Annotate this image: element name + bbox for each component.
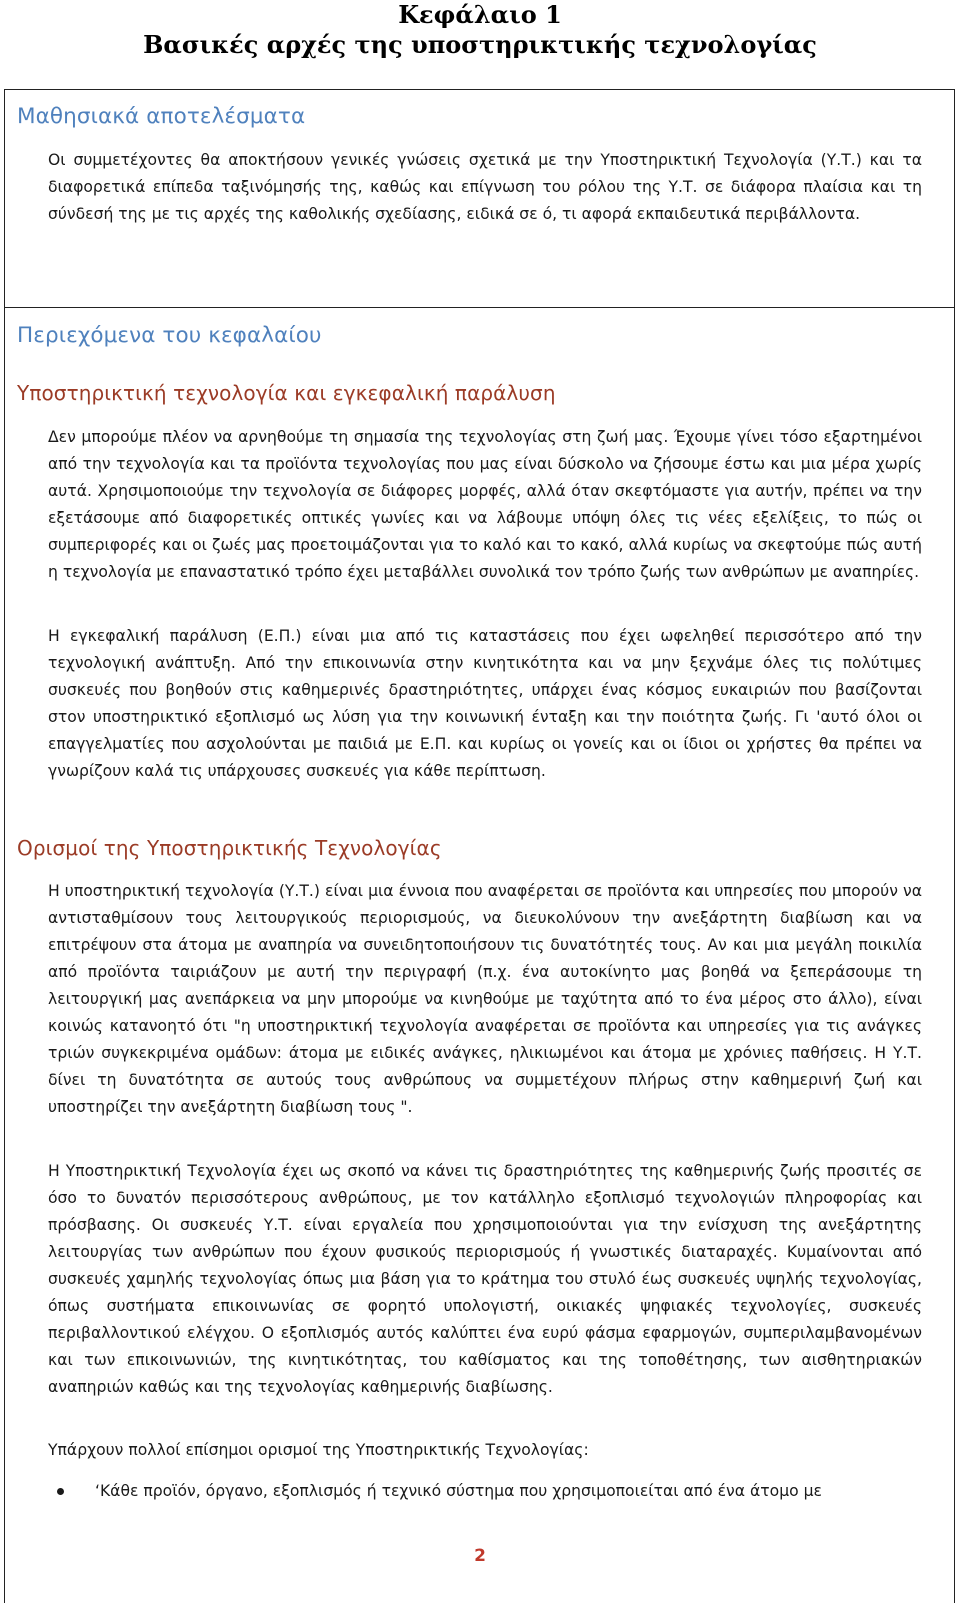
section-heading-definitions: Ορισμοί της Υποστηρικτικής Τεχνολογίας <box>17 836 442 860</box>
page-number: 2 <box>474 1546 486 1566</box>
learning-outcomes-heading: Μαθησιακά αποτελέσματα <box>17 104 306 129</box>
section-heading-cerebral-palsy: Υποστηρικτική τεχνολογία και εγκεφαλική παράλυση <box>17 381 556 405</box>
chapter-number: Κεφάλαιο 1 <box>398 0 562 29</box>
paragraph: Η Υποστηρικτική Τεχνολογία έχει ως σκοπό να κάνει τις δραστηριότητες της καθημερινής ζωής προσιτές σε όσο το δυνατόν περισσότερους ανθρώπους, με τον κατάλληλο εξοπλισμό τεχνολογιών πληροφορίας και πρόσβασης. Οι συσκευές Υ.Τ. είναι εργαλεία που χρησιμοποιούνται για την ενίσχυση της ανεξάρτητης λειτουργίας των ανθρώπων που έχουν φυσικούς περιορισμούς ή γνωστικές διαταραχές. Κυμαίνονται από συσκευές χαμηλής τεχνολογίας όπως μια βάση για το κράτημα του στυλό έως συσκευές υψηλής τεχνολογίας, όπως συστήματα επικοινωνίας σε φορητό υπολογιστή, οικιακές ψηφιακές τεχνολογίες, συσκευές περιβαλλοντικού ελέγχου. Ο εξοπλισμός αυτός καλύπτει ένα ευρύ φάσμα εφαρμογών, συμπεριλαμβανομένων και των επικοινωνιών, της κινητικότητας, του καθίσματος και της τοποθέτησης, των αισθητηριακών αναπηριών καθώς και της τεχνολογίας καθημερινής διαβίωσης. <box>48 1162 922 1396</box>
paragraph: Δεν μπορούμε πλέον να αρνηθούμε τη σημασία της τεχνολογίας στη ζωή μας. Έχουμε γίνει τόσο εξαρτημένοι από την τεχνολογία και τα προϊόντα τεχνολογίας που μας είναι δύσκολο να ζήσουμε έστω και μια μέρα χωρίς αυτά. Χρησιμοποιούμε την τεχνολογία σε διάφορες μορφές, αλλά όταν σκεφτόμαστε για αυτήν, πρέπει να την εξετάσουμε από διαφορετικές οπτικές γωνίες και να λάβουμε υπόψη όλες τις νέες εξελίξεις, το πώς οι συμπεριφορές και οι ζωές μας προετοιμάζονται για το καλό και το κακό, αλλά κυρίως να σκεφτούμε πώς αυτή η τεχνολογία με επαναστατικό τρόπο έχει μεταβάλλει συνολικά τον τρόπο ζωής των ανθρώπων με αναπηρίες. <box>48 428 922 581</box>
chapter-title: Βασικές αρχές της υποστηρικτικής τεχνολογίας <box>143 30 817 59</box>
paragraph: Η εγκεφαλική παράλυση (Ε.Π.) είναι μια από τις καταστάσεις που έχει ωφεληθεί περισσότερο από την τεχνολογική ανάπτυξη. Από την επικοινωνία στην κινητικότητα και να μην ξεχνάμε όλες τις πολύτιμες συσκευές που βοηθούν στις καθημερινές δραστηριότητες, υπάρχει ένας κόσμος ευκαιριών που βασίζονται στον υποστηρικτικό εξοπλισμό ως λύση για την κοινωνική ένταξη και την ποιότητα ζωής. Γι 'αυτό όλοι οι επαγγελματίες που ασχολούνται με παιδιά με Ε.Π. και κυρίως οι γονείς και οι ίδιοι οι χρήστες θα πρέπει να γνωρίζουν καλά τις υπάρχουσες συσκευές για κάθε περίπτωση. <box>48 627 922 780</box>
learning-outcomes-text: Οι συμμετέχοντες θα αποκτήσουν γενικές γνώσεις σχετικά με την Υποστηρικτική Τεχνολογία (Υ.Τ.) και τα διαφορετικά επίπεδα ταξινόμησής της, καθώς και επίγνωση του ρόλου της Υ.Τ. σε διάφορα πλαίσια και τη σύνδεσή της με τις αρχές της καθολικής σχεδίασης, ειδικά σε ό, τι αφορά εκπαιδευτικά περιβάλλοντα. <box>48 151 922 223</box>
paragraph: Υπάρχουν πολλοί επίσημοι ορισμοί της Υποστηρικτικής Τεχνολογίας: <box>48 1441 589 1459</box>
bullet-icon <box>57 1488 64 1495</box>
definitions-list <box>48 1478 928 1505</box>
frame-divider <box>4 307 955 308</box>
list-item-text: ‘Κάθε προϊόν, όργανο, εξοπλισμός ή τεχνικό σύστημα που χρησιμοποιείται από ένα άτομο με <box>95 1482 822 1500</box>
paragraph: Η υποστηρικτική τεχνολογία (Υ.Τ.) είναι μια έννοια που αναφέρεται σε προϊόντα και υπηρεσίες που μπορούν να αντισταθμίσουν τους λειτουργικούς περιορισμούς, να διευκολύνουν την ανεξάρτητη διαβίωση και να επιτρέψουν στα άτομα με αναπηρία να συνειδητοποιήσουν τις δυνατότητές τους. Αν και μια μεγάλη ποικιλία από προϊόντα ταιριάζουν με αυτή την περιγραφή (π.χ. ένα αυτοκίνητο μας βοηθά να ξεπεράσουμε τη λειτουργική μας ανεπάρκεια να μην μπορούμε να κινηθούμε με ταχύτητα από το ένα μέρος στο άλλο), είναι κοινώς κατανοητό ότι "η υποστηρικτική τεχνολογία αναφέρεται σε προϊόντα και υπηρεσίες για τις ανάγκες τριών συγκεκριμένα ομάδων: άτομα με ειδικές ανάγκες, ηλικιωμένοι και άτομα με χρόνιες παθήσεις. Η Υ.Τ. δίνει τη δυνατότητα σε αυτούς τους ανθρώπους να συμμετέχουν πλήρως στην καθημερινή ζωή και υποστηρίζει την ανεξάρτητη διαβίωση τους ". <box>48 882 922 1116</box>
list-item <box>48 1478 928 1505</box>
contents-heading: Περιεχόμενα του κεφαλαίου <box>17 323 322 348</box>
chapter-heading <box>0 0 960 61</box>
